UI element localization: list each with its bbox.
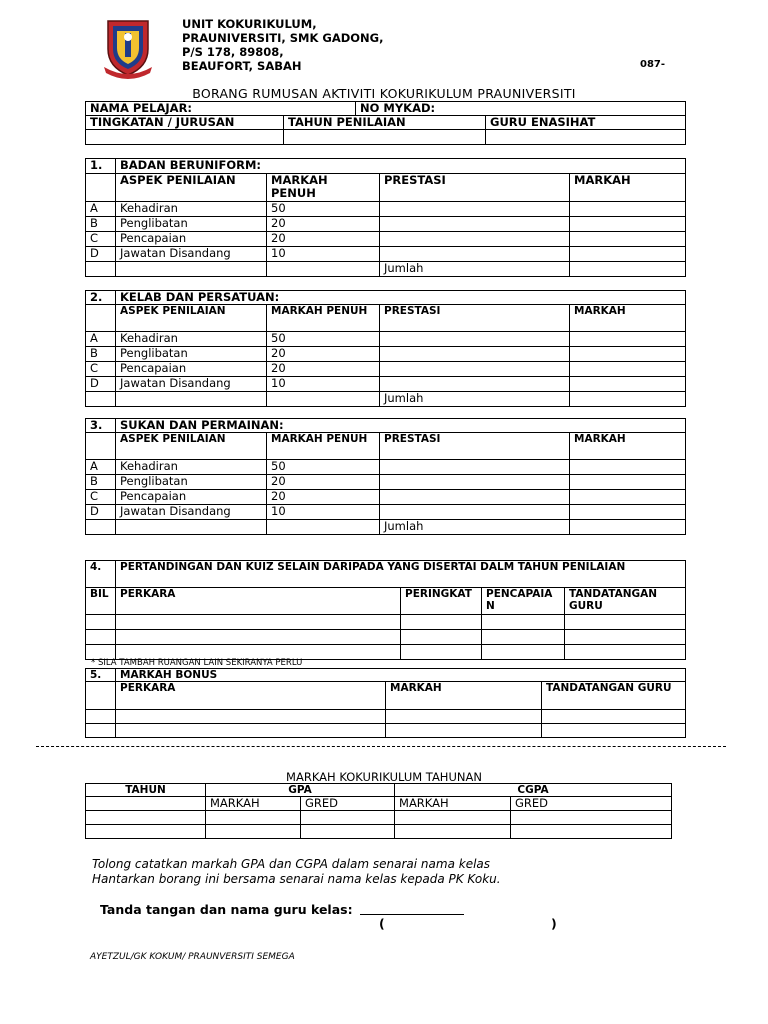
entry-cell[interactable] bbox=[116, 615, 401, 630]
entry-cell[interactable] bbox=[301, 811, 395, 825]
item-max: 20 bbox=[267, 217, 380, 232]
prestasi-field[interactable] bbox=[380, 202, 570, 217]
section-title: KELAB DAN PERSATUAN: bbox=[116, 291, 686, 305]
jumlah-field[interactable] bbox=[570, 262, 686, 277]
prestasi-field[interactable] bbox=[380, 475, 570, 490]
entry-cell[interactable] bbox=[86, 811, 206, 825]
footer-reference: AYETZUL/GK KOKUM/ PRAUNVERSITI SEMEGA bbox=[90, 952, 295, 962]
col-markah-penuh: MARKAH PENUH bbox=[267, 305, 380, 332]
item-name: Penglibatan bbox=[116, 217, 267, 232]
col-tahun: TAHUN bbox=[86, 784, 206, 797]
col-tandatangan: TANDATANGAN GURU bbox=[542, 682, 686, 710]
level-field[interactable] bbox=[86, 130, 284, 145]
col-cgpa: CGPA bbox=[395, 784, 672, 797]
entry-cell[interactable] bbox=[542, 724, 686, 738]
section-1-table bbox=[85, 158, 686, 277]
section-number: 1. bbox=[86, 159, 116, 174]
item-letter: D bbox=[86, 247, 116, 262]
entry-cell[interactable] bbox=[482, 630, 565, 645]
section-title: PERTANDINGAN DAN KUIZ SELAIN DARIPADA YANG DISERTAI DALM TAHUN PENILAIAN bbox=[116, 561, 686, 588]
col-tandatangan: TANDATANGAN GURU bbox=[565, 588, 686, 615]
item-max: 20 bbox=[267, 232, 380, 247]
entry-cell[interactable] bbox=[116, 710, 386, 724]
entry-cell[interactable] bbox=[565, 630, 686, 645]
col-bil: BIL bbox=[86, 588, 116, 615]
level-label: TINGKATAN / JURUSAN bbox=[86, 116, 284, 130]
section-5-table bbox=[85, 668, 686, 738]
section-3-table bbox=[85, 418, 686, 535]
item-max: 20 bbox=[267, 475, 380, 490]
col-pencapaian: PENCAPAIAN bbox=[482, 588, 565, 615]
item-letter: C bbox=[86, 232, 116, 247]
item-name: Kehadiran bbox=[116, 460, 267, 475]
annual-marks-table bbox=[85, 783, 672, 839]
entry-cell[interactable] bbox=[565, 615, 686, 630]
mykad-label: NO MYKAD: bbox=[356, 102, 686, 116]
item-letter: B bbox=[86, 475, 116, 490]
prestasi-field[interactable] bbox=[380, 347, 570, 362]
prestasi-field[interactable] bbox=[380, 362, 570, 377]
entry-cell[interactable] bbox=[206, 811, 301, 825]
gpa-gred-label: GRED bbox=[301, 797, 395, 811]
col-prestasi: PRESTASI bbox=[380, 433, 570, 460]
prestasi-field[interactable] bbox=[380, 377, 570, 392]
markah-field[interactable] bbox=[570, 232, 686, 247]
entry-cell[interactable] bbox=[301, 825, 395, 839]
section-title: SUKAN DAN PERMAINAN: bbox=[116, 419, 686, 433]
col-prestasi: PRESTASI bbox=[380, 174, 570, 202]
prestasi-field[interactable] bbox=[380, 505, 570, 520]
col-markah-penuh: MARKAH PENUH bbox=[267, 433, 380, 460]
col-peringkat: PERINGKAT bbox=[401, 588, 482, 615]
name-close-paren: ) bbox=[551, 916, 557, 931]
prestasi-field[interactable] bbox=[380, 217, 570, 232]
entry-cell[interactable] bbox=[401, 615, 482, 630]
student-name-label: NAMA PELAJAR: bbox=[86, 102, 356, 116]
item-name: Kehadiran bbox=[116, 332, 267, 347]
col-markah: MARKAH bbox=[386, 682, 542, 710]
advisor-label: GURU ENASIHAT bbox=[486, 116, 686, 130]
col-aspek: ASPEK PENILAIAN bbox=[116, 305, 267, 332]
item-name: Pencapaian bbox=[116, 362, 267, 377]
jumlah-field[interactable] bbox=[570, 520, 686, 535]
entry-cell[interactable] bbox=[206, 825, 301, 839]
item-letter: A bbox=[86, 460, 116, 475]
student-info-table bbox=[85, 101, 686, 145]
markah-field[interactable] bbox=[570, 332, 686, 347]
col-prestasi: PRESTASI bbox=[380, 305, 570, 332]
add-rows-note: * SILA TAMBAH RUANGAN LAIN SEKIRANYA PERLU bbox=[91, 658, 303, 668]
item-letter: B bbox=[86, 347, 116, 362]
col-aspek: ASPEK PENILAIAN bbox=[116, 433, 267, 460]
section-number: 3. bbox=[86, 419, 116, 433]
col-markah: MARKAH bbox=[570, 174, 686, 202]
signature-line[interactable] bbox=[360, 914, 464, 915]
name-open-paren: ( bbox=[379, 916, 385, 931]
form-title: BORANG RUMUSAN AKTIVITI KOKURIKULUM PRAUNIVERSITI bbox=[192, 86, 576, 101]
col-perkara: PERKARA bbox=[116, 682, 386, 710]
item-letter: A bbox=[86, 202, 116, 217]
entry-cell[interactable] bbox=[395, 811, 511, 825]
markah-field[interactable] bbox=[570, 505, 686, 520]
gpa-markah-label: MARKAH bbox=[206, 797, 301, 811]
year-field[interactable] bbox=[284, 130, 486, 145]
item-max: 10 bbox=[267, 377, 380, 392]
entry-cell[interactable] bbox=[86, 710, 116, 724]
entry-cell[interactable] bbox=[395, 825, 511, 839]
cgpa-markah-label: MARKAH bbox=[395, 797, 511, 811]
item-letter: C bbox=[86, 362, 116, 377]
entry-cell[interactable] bbox=[386, 710, 542, 724]
cgpa-gred-label: GRED bbox=[511, 797, 672, 811]
col-gpa: GPA bbox=[206, 784, 395, 797]
item-max: 10 bbox=[267, 247, 380, 262]
item-name: Pencapaian bbox=[116, 232, 267, 247]
entry-cell[interactable] bbox=[482, 645, 565, 660]
entry-cell[interactable] bbox=[511, 811, 672, 825]
prestasi-field[interactable] bbox=[380, 490, 570, 505]
item-max: 50 bbox=[267, 460, 380, 475]
item-name: Jawatan Disandang bbox=[116, 377, 267, 392]
item-name: Jawatan Disandang bbox=[116, 247, 267, 262]
entry-cell[interactable] bbox=[401, 645, 482, 660]
entry-cell[interactable] bbox=[542, 710, 686, 724]
section-2-table bbox=[85, 290, 686, 407]
section-title: BADAN BERUNIFORM: bbox=[116, 159, 686, 174]
item-max: 20 bbox=[267, 362, 380, 377]
col-perkara: PERKARA bbox=[116, 588, 401, 615]
item-letter: A bbox=[86, 332, 116, 347]
item-max: 50 bbox=[267, 332, 380, 347]
markah-field[interactable] bbox=[570, 460, 686, 475]
entry-cell[interactable] bbox=[401, 630, 482, 645]
item-max: 10 bbox=[267, 505, 380, 520]
item-name: Penglibatan bbox=[116, 347, 267, 362]
entry-cell[interactable] bbox=[116, 630, 401, 645]
entry-cell[interactable] bbox=[482, 615, 565, 630]
entry-cell[interactable] bbox=[565, 645, 686, 660]
cut-line bbox=[36, 746, 726, 747]
item-name: Kehadiran bbox=[116, 202, 267, 217]
item-letter: D bbox=[86, 505, 116, 520]
section-number: 2. bbox=[86, 291, 116, 305]
phone-code: 087- bbox=[640, 59, 666, 70]
advisor-field[interactable] bbox=[486, 130, 686, 145]
item-letter: C bbox=[86, 490, 116, 505]
school-address: UNIT KOKURIKULUM, PRAUNIVERSITI, SMK GADONG, P/S 178, 89808, BEAUFORT, SABAH bbox=[182, 17, 384, 73]
markah-field[interactable] bbox=[570, 347, 686, 362]
entry-cell[interactable] bbox=[86, 724, 116, 738]
jumlah-field[interactable] bbox=[570, 392, 686, 407]
item-max: 20 bbox=[267, 490, 380, 505]
item-name: Penglibatan bbox=[116, 475, 267, 490]
markah-field[interactable] bbox=[570, 377, 686, 392]
entry-cell[interactable] bbox=[116, 724, 386, 738]
section-number: 4. bbox=[86, 561, 116, 588]
markah-field[interactable] bbox=[570, 247, 686, 262]
section-number: 5. bbox=[86, 669, 116, 682]
item-letter: D bbox=[86, 377, 116, 392]
prestasi-field[interactable] bbox=[380, 247, 570, 262]
item-max: 50 bbox=[267, 202, 380, 217]
markah-field[interactable] bbox=[570, 362, 686, 377]
annual-title: MARKAH KOKURIKULUM TAHUNAN bbox=[286, 770, 482, 784]
col-markah: MARKAH bbox=[570, 305, 686, 332]
col-aspek: ASPEK PENILAIAN bbox=[116, 174, 267, 202]
signature-label: Tanda tangan dan nama guru kelas: bbox=[100, 902, 353, 917]
item-name: Jawatan Disandang bbox=[116, 505, 267, 520]
section-4-table bbox=[85, 560, 686, 660]
entry-cell[interactable] bbox=[511, 825, 672, 839]
year-label: TAHUN PENILAIAN bbox=[284, 116, 486, 130]
item-max: 20 bbox=[267, 347, 380, 362]
prestasi-field[interactable] bbox=[380, 332, 570, 347]
col-markah-penuh: MARKAH PENUH bbox=[267, 174, 380, 202]
markah-field[interactable] bbox=[570, 217, 686, 232]
item-letter: B bbox=[86, 217, 116, 232]
item-name: Pencapaian bbox=[116, 490, 267, 505]
instructions: Tolong catatkan markah GPA dan CGPA dalam senarai nama kelas Hantarkan borang ini bersama senarai nama kelas kepada PK Koku. bbox=[92, 857, 501, 886]
entry-cell[interactable] bbox=[86, 630, 116, 645]
jumlah-label: Jumlah bbox=[380, 520, 570, 535]
markah-field[interactable] bbox=[570, 202, 686, 217]
col-markah: MARKAH bbox=[570, 433, 686, 460]
school-crest-logo bbox=[104, 15, 152, 80]
section-title: MARKAH BONUS bbox=[116, 669, 686, 682]
markah-field[interactable] bbox=[570, 475, 686, 490]
entry-cell[interactable] bbox=[86, 825, 206, 839]
prestasi-field[interactable] bbox=[380, 232, 570, 247]
jumlah-label: Jumlah bbox=[380, 262, 570, 277]
entry-cell[interactable] bbox=[86, 615, 116, 630]
markah-field[interactable] bbox=[570, 490, 686, 505]
prestasi-field[interactable] bbox=[380, 460, 570, 475]
entry-cell[interactable] bbox=[386, 724, 542, 738]
jumlah-label: Jumlah bbox=[380, 392, 570, 407]
